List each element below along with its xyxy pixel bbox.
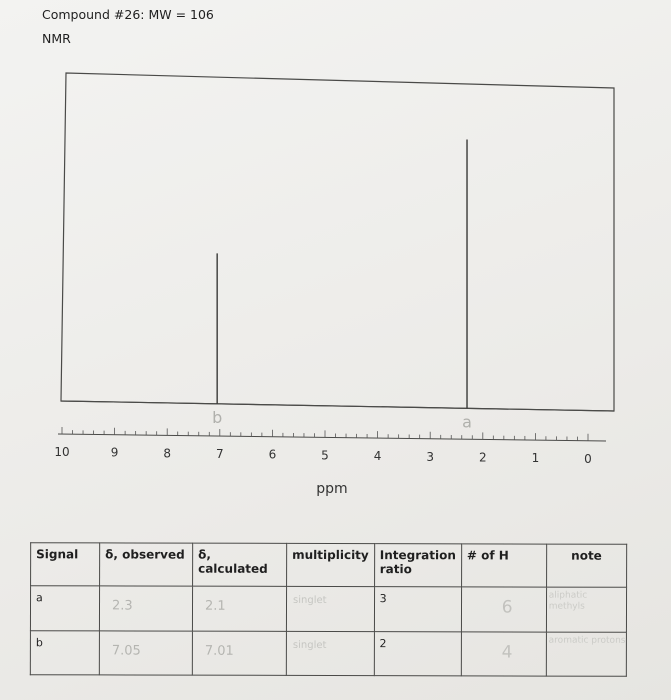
table-header-row [31, 543, 627, 588]
observed-value: 7.05 [111, 642, 141, 659]
cell-note [546, 587, 626, 632]
header-note: note [546, 544, 626, 587]
peak-label-a: a [462, 412, 472, 432]
spectrum-frame [61, 73, 614, 411]
header-h-count: # of H [461, 544, 546, 587]
cell-h-count [461, 587, 546, 632]
x-tick-label: 4 [373, 449, 382, 464]
calculated-value: 2.1 [204, 598, 226, 614]
header-integration-ratio: Integration ratio [374, 544, 461, 587]
table-row [30, 586, 626, 632]
nmr-data-table [30, 542, 627, 677]
integration-value: 3 [379, 592, 387, 606]
note-value: aliphatic methyls [548, 590, 588, 612]
header-delta-observed: δ, observed [100, 543, 193, 586]
cell-calculated [192, 586, 286, 631]
cell-signal [30, 586, 99, 631]
header-signal: Signal [31, 543, 100, 586]
header-delta-calculated: δ, calculated [193, 543, 287, 586]
cell-note [546, 632, 626, 677]
x-tick-label: 5 [321, 448, 329, 463]
x-tick-label: 1 [531, 451, 540, 466]
x-tick-label: 2 [478, 450, 487, 465]
h-count-value: 6 [501, 597, 513, 618]
cell-observed [99, 630, 192, 675]
cell-observed [99, 586, 192, 631]
x-tick-label: 7 [215, 447, 224, 462]
multiplicity-value: singlet [292, 639, 327, 651]
cell-calculated [192, 631, 286, 676]
h-count-value: 4 [501, 641, 513, 662]
compound-title: Compound #26: MW = 106 [42, 7, 214, 22]
x-axis-ticks [62, 427, 588, 441]
section-label-nmr: NMR [42, 31, 71, 46]
nmr-peaks [212, 140, 472, 432]
cell-signal [30, 630, 99, 675]
x-tick-label: 0 [584, 451, 592, 466]
cell-h-count [461, 631, 546, 676]
calculated-value: 7.01 [204, 643, 234, 659]
multiplicity-value: singlet [293, 594, 327, 606]
cell-integration [374, 631, 461, 676]
integration-value: 2 [379, 636, 387, 650]
x-tick-label: 10 [54, 445, 70, 460]
x-axis-tick-labels [54, 445, 591, 466]
x-tick-label: 8 [163, 446, 172, 461]
cell-multiplicity [286, 631, 374, 676]
table-row [30, 630, 626, 676]
cell-integration [374, 587, 461, 632]
header-multiplicity: multiplicity [287, 543, 375, 586]
cell-multiplicity [286, 586, 374, 631]
x-tick-label: 6 [268, 447, 277, 462]
x-tick-label: 9 [110, 445, 119, 460]
note-value: aromatic protons [548, 635, 626, 646]
observed-value: 2.3 [111, 598, 133, 614]
x-axis-label: ppm [316, 481, 348, 497]
spectrum-baseline [61, 401, 614, 411]
x-tick-label: 3 [426, 449, 435, 464]
signal-label: a [36, 591, 43, 605]
signal-label: b [35, 635, 43, 649]
x-axis-line [58, 434, 606, 441]
peak-label-b: b [212, 407, 223, 427]
